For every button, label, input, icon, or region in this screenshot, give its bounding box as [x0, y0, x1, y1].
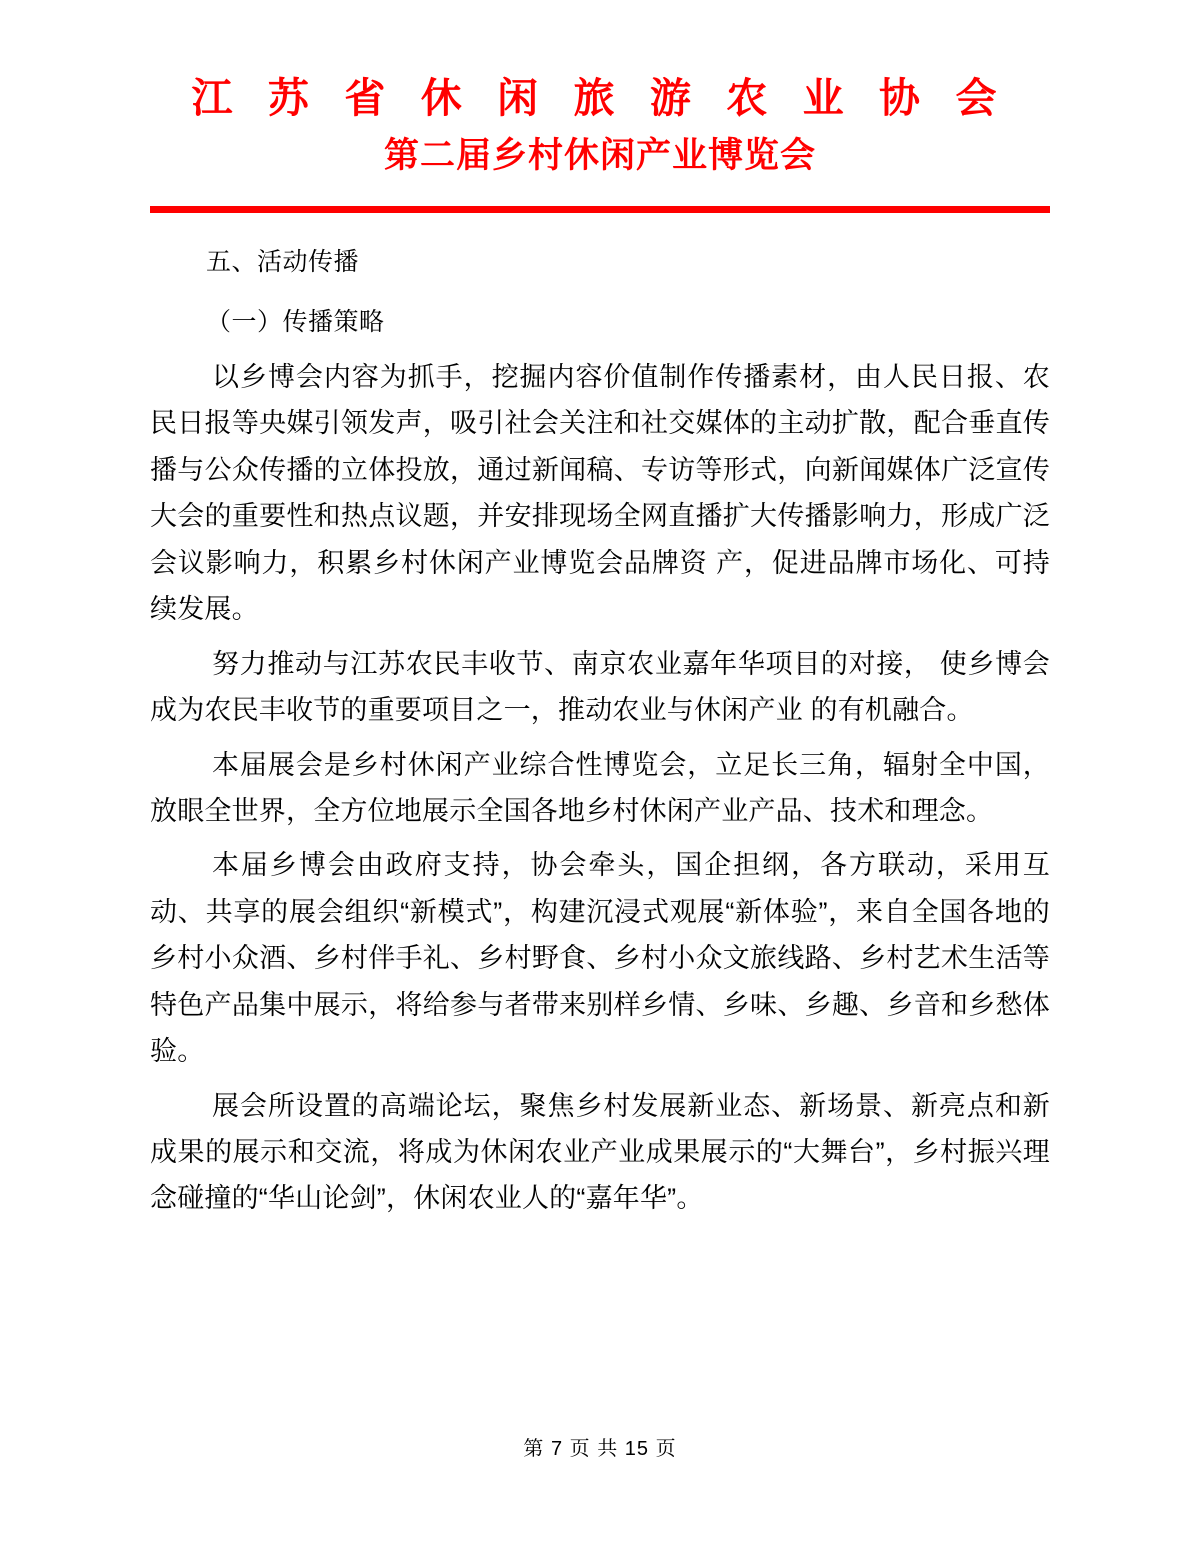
body-paragraph: 本届乡博会由政府支持，协会牵头，国企担纲，各方联动，采用互动、共享的展会组织“新模式”，构建沉浸式观展“新体验”，来自全国各地的乡村小众酒、乡村伴手礼、乡村野食、乡村小众文旅线路、乡村艺术生活等特色产品集中展示，将给参与者带来别样乡情、乡味、乡趣、乡音和乡愁体验。 — [150, 850, 1050, 1067]
header-divider — [150, 206, 1050, 213]
body-paragraph: 以乡博会内容为抓手，挖掘内容价值制作传播素材，由人民日报、农民日报等央媒引领发声，吸引社会关注和社交媒体的主动扩散，配合垂直传播与公众传播的立体投放，通过新闻稿、专访等形式，向新闻媒体广泛宣传大会的重要性和热点议题，并安排现场全网直播扩大传播影响力，形成广泛会议影响力，积累乡村休闲产业博览会品牌资 产，促进品牌市场化、可持续发展。 — [150, 362, 1050, 625]
section-heading: 五、活动传播 — [206, 248, 360, 277]
document-header — [150, 0, 1050, 213]
organization-title: 江 苏 省 休 闲 旅 游 农 业 协 会 — [191, 75, 1009, 121]
body-paragraph: 努力推动与江苏农民丰收节、南京农业嘉年华项目的对接， 使乡博会成为农民丰收节的重要项目之一，推动农业与休闲产业 的有机融合。 — [150, 648, 1050, 726]
page-footer — [0, 1432, 1200, 1461]
body-paragraph: 本届展会是乡村休闲产业综合性博览会，立足长三角，辐射全中国，放眼全世界，全方位地展示全国各地乡村休闲产业产品、技术和理念。 — [150, 749, 1050, 826]
body-paragraph: 展会所设置的高端论坛，聚焦乡村发展新业态、新场景、新亮点和新成果的展示和交流，将成为休闲农业产业成果展示的“大舞台”，乡村振兴理念碰撞的“华山论剑”，休闲农业人的“嘉年华”。 — [150, 1090, 1050, 1214]
event-title: 第二届乡村休闲产业博览会 — [383, 136, 816, 176]
page-number: 第 7 页 共 15 页 — [523, 1438, 677, 1460]
subsection-heading: （一）传播策略 — [206, 307, 385, 336]
document-body — [150, 239, 1050, 1222]
